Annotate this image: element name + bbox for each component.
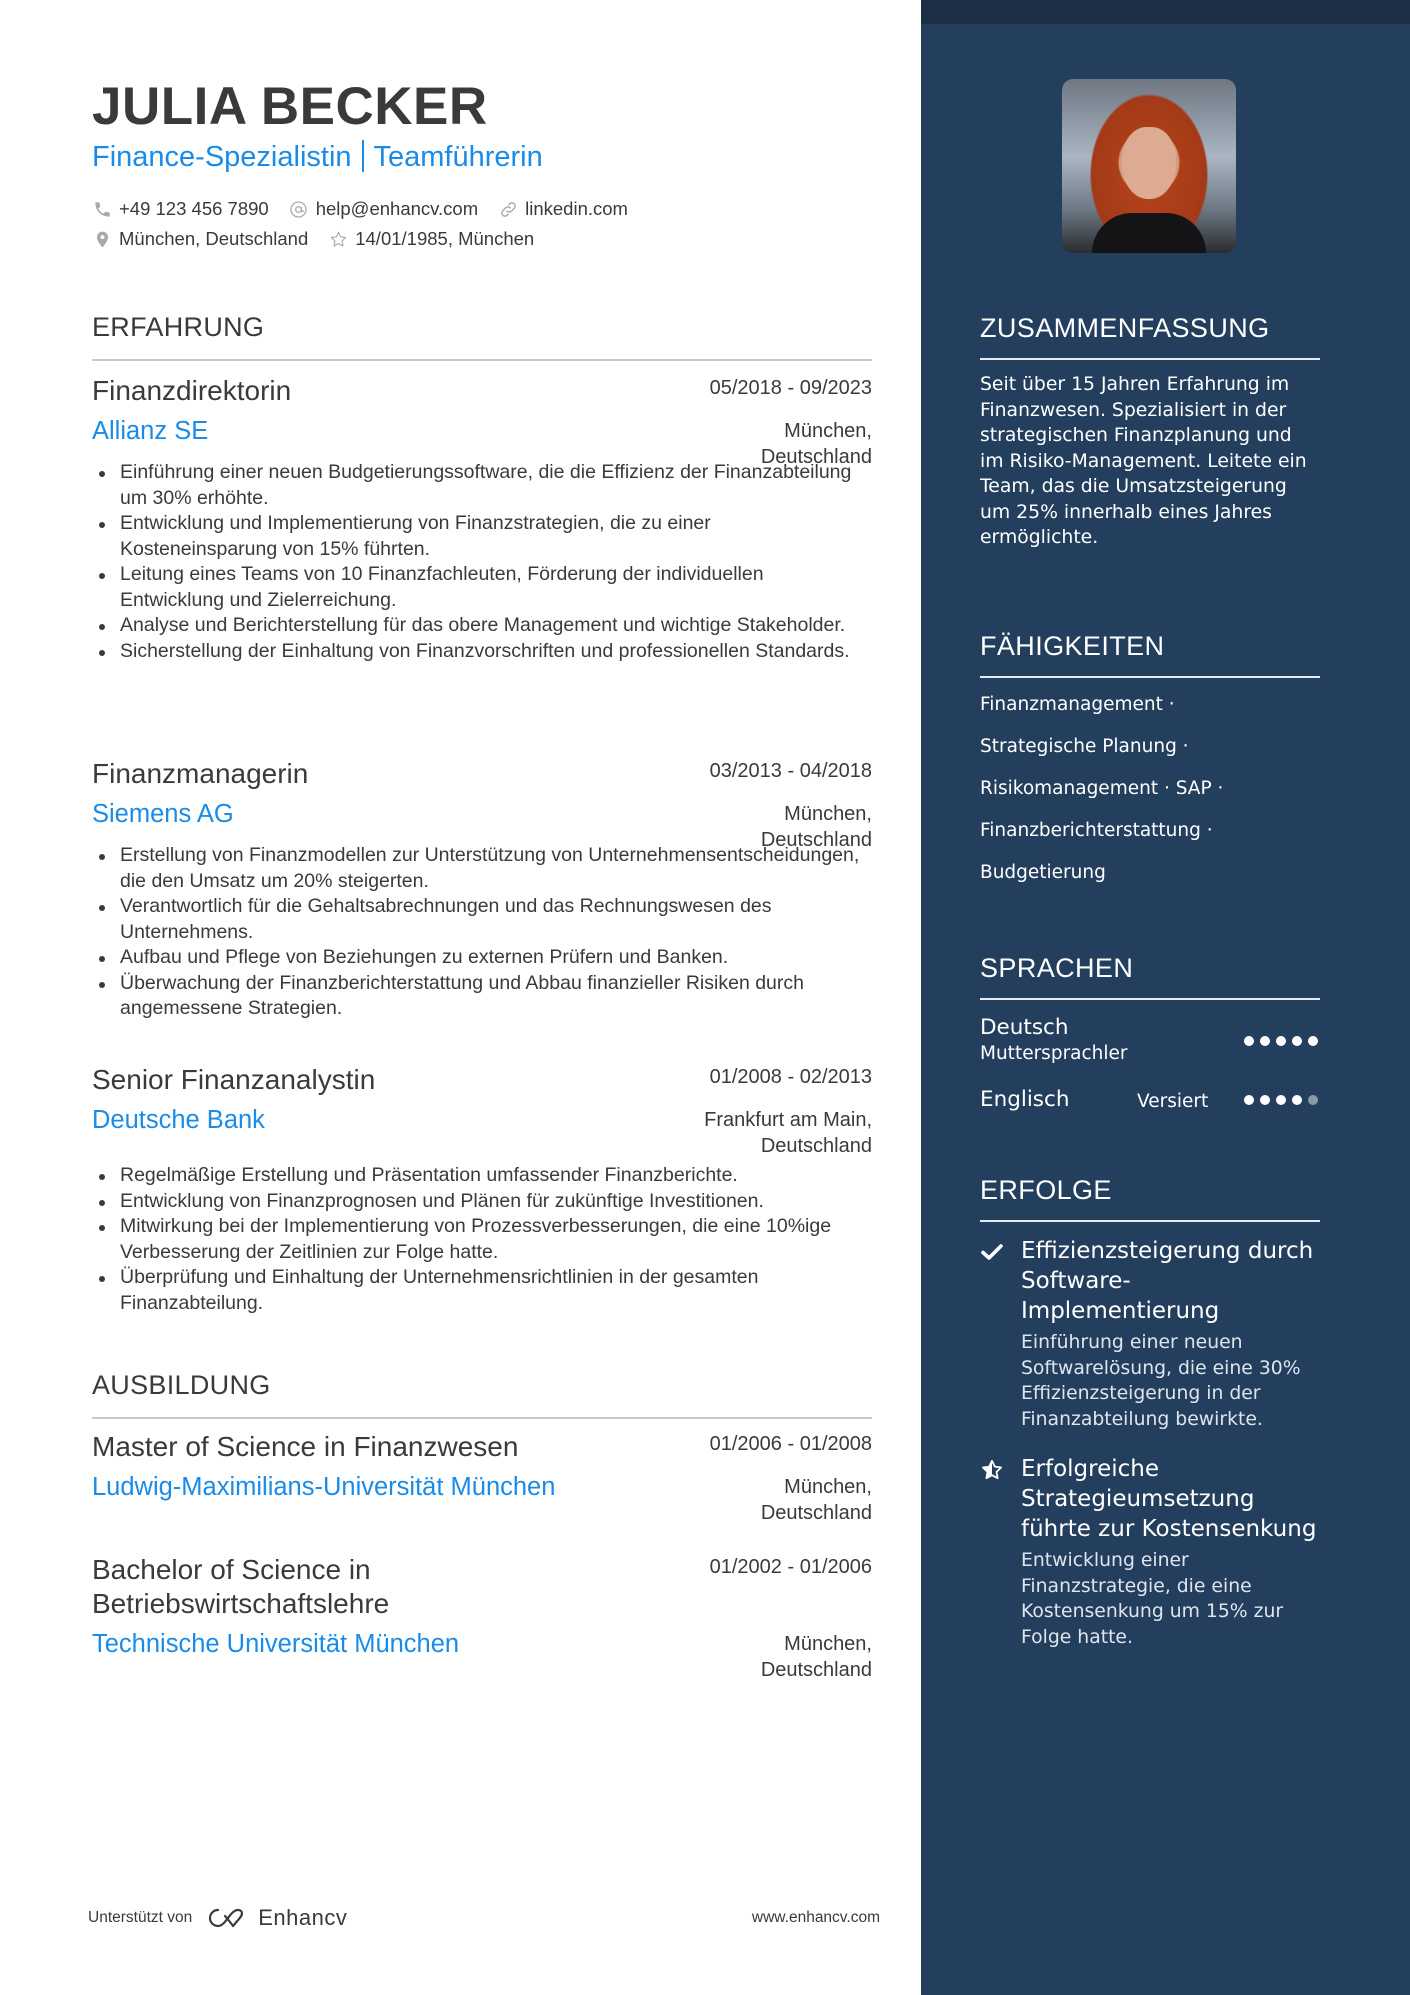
enhancv-logo-icon — [202, 1905, 248, 1931]
website-link[interactable]: www.enhancv.com — [751, 1909, 880, 1926]
achievement-title: Effizienzsteigerung durch Software-Implementierung — [1021, 1238, 1314, 1324]
candidate-name: JULIA BECKER — [92, 77, 488, 136]
school-name[interactable]: Ludwig-Maximilians-Universität München — [92, 1473, 556, 1501]
enhancv-logo[interactable] — [202, 1905, 347, 1931]
rating-dot-filled — [1308, 1036, 1318, 1046]
language-level: Muttersprachler — [980, 1043, 1128, 1064]
bullet-item: Entwicklung von Finanzprognosen und Plänen für zukünftige Investitionen. — [92, 1189, 872, 1215]
rating-dot-filled — [1276, 1095, 1286, 1105]
job-role: Senior Finanzanalystin — [92, 1064, 376, 1095]
checkmark-icon — [980, 1240, 1004, 1264]
rating-dot-filled — [1292, 1036, 1302, 1046]
summary-text: Seit über 15 Jahren Erfahrung im Finanzwesen. Spezialisiert in der strategischen Finanzplanung und im Risiko-Management. Leitete ein Team, das die Umsatzsteigerung um 25% innerhalb eines Jahres ermöglichte. — [980, 374, 1307, 548]
contact-phone[interactable] — [92, 198, 269, 220]
bullet-item: Entwicklung und Implementierung von Finanzstrategien, die zu einer Kosteneinsparung von 15% führten. — [92, 511, 872, 562]
location-text: München, Deutschland — [119, 228, 309, 249]
contact-linkedin[interactable] — [498, 198, 628, 220]
phone-icon — [92, 199, 112, 219]
bullet-item: Überprüfung und Einhaltung der Unternehmensrichtlinien in der gesamten Finanzabteilung. — [92, 1265, 872, 1316]
photo-face — [1122, 127, 1176, 199]
section-divider — [980, 998, 1320, 1000]
job-bullets — [92, 1163, 872, 1316]
experience-entry — [92, 374, 872, 664]
achievement-description: Einführung einer neuen Softwarelösung, die eine 30% Effizienzsteigerung in der Finanzabteilung bewirkte. — [1021, 1332, 1301, 1430]
rating-dot-filled — [1260, 1036, 1270, 1046]
job-dates: 03/2013 - 04/2018 — [709, 760, 872, 782]
language-name: Englisch — [980, 1087, 1070, 1112]
experience-heading — [92, 312, 872, 361]
language-rating — [1244, 1095, 1318, 1105]
education-entry — [92, 1553, 872, 1681]
skills-heading: FÄHIGKEITEN — [980, 631, 1165, 661]
achievement-item — [980, 1236, 1320, 1432]
rating-dot-empty — [1308, 1095, 1318, 1105]
section-divider — [92, 359, 872, 361]
job-role: Finanzmanagerin — [92, 758, 309, 789]
bullet-item: Verantwortlich für die Gehaltsabrechnungen und das Rechnungswesen des Unternehmens. — [92, 894, 872, 945]
achievement-description: Entwicklung einer Finanzstrategie, die eine Kostensenkung um 15% zur Folge hatte. — [1021, 1550, 1284, 1648]
job-dates: 01/2008 - 02/2013 — [709, 1066, 872, 1088]
bullet-item: Einführung einer neuen Budgetierungssoftware, die die Effizienz der Finanzabteilung um 30% erhöhte. — [92, 460, 872, 511]
sidebar-top-band — [921, 0, 1410, 24]
languages-section — [980, 952, 1320, 1146]
rating-dot-filled — [1292, 1095, 1302, 1105]
education-heading-text: AUSBILDUNG — [92, 1370, 271, 1400]
job-company[interactable]: Allianz SE — [92, 417, 209, 445]
rating-dot-filled — [1244, 1036, 1254, 1046]
powered-by — [88, 1905, 347, 1931]
half-star-icon — [980, 1458, 1004, 1482]
achievements-section — [980, 1174, 1320, 1650]
location-line: München, — [784, 803, 872, 825]
skill-item: Risikomanagement · SAP · — [980, 778, 1224, 799]
section-divider — [980, 358, 1320, 360]
school-location — [761, 1474, 872, 1526]
language-name: Deutsch — [980, 1015, 1069, 1040]
achievements-heading: ERFOLGE — [980, 1175, 1112, 1205]
location-line: Frankfurt am Main, — [704, 1109, 872, 1131]
summary-heading: ZUSAMMENFASSUNG — [980, 313, 1270, 343]
profile-photo — [1062, 79, 1236, 253]
job-dates: 05/2018 - 09/2023 — [709, 377, 872, 399]
contact-birth — [328, 228, 534, 250]
location-line: München, — [784, 420, 872, 442]
achievement-title: Erfolgreiche Strategieumsetzung führte zur Kostensenkung — [1021, 1456, 1317, 1542]
education-heading — [92, 1370, 872, 1419]
language-item — [980, 1086, 1320, 1146]
job-location — [704, 1107, 872, 1159]
experience-heading-text: ERFAHRUNG — [92, 312, 265, 342]
experience-entry — [92, 757, 872, 1022]
job-company[interactable]: Siemens AG — [92, 800, 234, 828]
rating-dot-filled — [1244, 1095, 1254, 1105]
title-divider — [362, 140, 364, 172]
contact-email[interactable] — [289, 198, 478, 220]
phone-text: +49 123 456 7890 — [119, 198, 269, 219]
title-part-2: Teamführerin — [373, 141, 543, 173]
education-entry — [92, 1430, 872, 1524]
school-location — [761, 1631, 872, 1683]
birth-text: 14/01/1985, München — [355, 228, 535, 249]
rating-dot-filled — [1276, 1036, 1286, 1046]
location-line: Deutschland — [760, 1135, 872, 1157]
email-text: help@enhancv.com — [315, 198, 479, 219]
skill-item: Strategische Planung · — [980, 736, 1189, 757]
brand-name: Enhancv — [258, 1905, 348, 1930]
job-company[interactable]: Deutsche Bank — [92, 1106, 265, 1134]
section-divider — [980, 1220, 1320, 1222]
location-line: Deutschland — [760, 1659, 872, 1681]
job-role: Finanzdirektorin — [92, 375, 292, 406]
sidebar — [921, 0, 1410, 1995]
summary-section — [980, 312, 1320, 551]
rating-dot-filled — [1260, 1095, 1270, 1105]
bullet-item: Sicherstellung der Einhaltung von Finanzvorschriften und professionellen Standards. — [92, 639, 872, 665]
location-line: Deutschland — [760, 829, 872, 851]
job-bullets — [92, 460, 872, 664]
link-icon — [498, 199, 518, 219]
location-line: München, — [784, 1633, 872, 1655]
skills-section — [980, 630, 1320, 894]
skill-item: Finanzberichterstattung · — [980, 820, 1213, 841]
skills-list — [980, 684, 1320, 894]
powered-by-text: Unterstützt von — [88, 1909, 193, 1926]
location-line: Deutschland — [760, 446, 872, 468]
degree-line: Betriebswirtschaftslehre — [92, 1588, 390, 1619]
bullet-item: Erstellung von Finanzmodellen zur Unterstützung von Unternehmensentscheidungen, die den Umsatz um 20% steigerten. — [92, 843, 872, 894]
education-dates: 01/2002 - 01/2006 — [709, 1556, 872, 1578]
section-divider — [92, 1417, 872, 1419]
bullet-item: Aufbau und Pflege von Beziehungen zu externen Prüfern und Banken. — [92, 945, 872, 971]
location-line: München, — [784, 1476, 872, 1498]
language-rating — [1244, 1036, 1318, 1046]
job-bullets — [92, 843, 872, 1022]
skill-item: Budgetierung — [980, 862, 1106, 883]
achievement-item — [980, 1454, 1320, 1650]
school-name[interactable]: Technische Universität München — [92, 1630, 460, 1658]
at-icon — [289, 199, 309, 219]
languages-heading: SPRACHEN — [980, 953, 1134, 983]
location-line: Deutschland — [760, 1502, 872, 1524]
section-divider — [980, 676, 1320, 678]
title-part-1: Finance-Spezialistin — [92, 141, 352, 173]
education-dates: 01/2006 - 01/2008 — [709, 1433, 872, 1455]
language-level: Versiert — [1137, 1091, 1209, 1112]
bullet-item: Leitung eines Teams von 10 Finanzfachleuten, Förderung der individuellen Entwicklung und Zielerreichung. — [92, 562, 872, 613]
footer — [88, 1905, 880, 1935]
linkedin-text: linkedin.com — [525, 198, 628, 219]
experience-entry — [92, 1063, 872, 1316]
bullet-item: Analyse und Berichterstellung für das obere Management und wichtige Stakeholder. — [92, 613, 872, 639]
contact-row-2 — [92, 224, 648, 254]
bullet-item: Regelmäßige Erstellung und Präsentation umfassender Finanzberichte. — [92, 1163, 872, 1189]
photo-shoulders — [1092, 213, 1206, 253]
contact-row-1 — [92, 194, 648, 224]
language-item — [980, 1014, 1320, 1074]
candidate-title — [92, 140, 543, 172]
degree: Master of Science in Finanzwesen — [92, 1431, 519, 1462]
bullet-item: Mitwirkung bei der Implementierung von Prozessverbesserungen, die eine 10%ige Verbesserung der Zeitlinien zur Folge hatte. — [92, 1214, 872, 1265]
contact-location — [92, 228, 308, 250]
contact-info — [92, 194, 648, 254]
location-pin-icon — [92, 229, 112, 249]
skill-item: Finanzmanagement · — [980, 694, 1175, 715]
star-icon — [328, 229, 348, 249]
bullet-item: Überwachung der Finanzberichterstattung und Abbau finanzieller Risiken durch angemessene Strategien. — [92, 971, 872, 1022]
degree-line: Bachelor of Science in — [92, 1554, 371, 1585]
